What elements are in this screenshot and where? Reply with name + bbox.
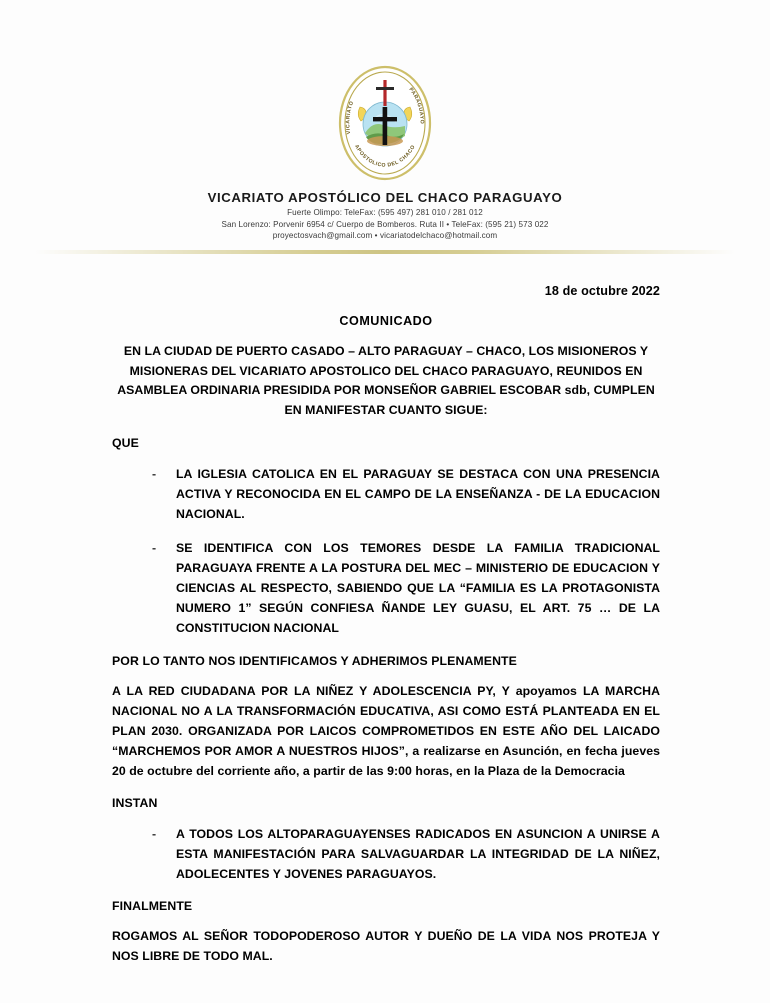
section-heading: FINALMENTE	[112, 898, 193, 913]
section-paragraph: ROGAMOS AL SEÑOR TODOPODEROSO AUTOR Y DUEÑO DE LA VIDA NOS PROTEJA Y NOS LIBRE DE TODO MAL.	[112, 928, 660, 963]
document-date: 18 de octubre 2022	[544, 283, 660, 298]
bullet-marker-icon: -	[152, 467, 157, 482]
svg-text:VICARIATO: VICARIATO	[345, 100, 356, 135]
list-item	[112, 538, 660, 638]
list-item-text: LA IGLESIA CATOLICA EN EL PARAGUAY SE DESTACA CON UNA PRESENCIA ACTIVA Y RECONOCIDA EN EL CAMPO DE LA ENSEÑANZA - DE LA EDUCACION NACIONAL.	[176, 467, 660, 522]
svg-text:APOSTOLICO DEL CHACO: APOSTOLICO DEL CHACO	[353, 143, 417, 169]
section-instan	[112, 796, 660, 884]
section-por-lo-tanto	[112, 654, 660, 781]
emblem-container	[0, 62, 770, 184]
document-body	[0, 284, 770, 966]
section-heading: POR LO TANTO NOS IDENTIFICAMOS Y ADHERIMOS PLENAMENTE	[112, 653, 517, 668]
letterhead	[0, 0, 770, 254]
contact-line-san-lorenzo: San Lorenzo: Porvenir 6954 c/ Cuerpo de Bomberos. Ruta II • TeleFax: (595 21) 573 022	[221, 219, 549, 229]
section-heading: INSTAN	[112, 795, 158, 810]
section-paragraph: A LA RED CIUDADANA POR LA NIÑEZ Y ADOLESCENCIA PY, Y apoyamos LA MARCHA NACIONAL NO A LA TRANSFORMACIÓN EDUCATIVA, ASI COMO ESTÁ PLANTEADA EN EL PLAN 2030. ORGANIZADA POR LAICOS COMPROMETIDOS EN ESTE AÑO DEL LAICADO “MARCHEMOS POR AMOR A NUESTROS HIJOS”, a realizarse en Asunción, en fecha jueves 20 de octubre del corriente año, a partir de las 9:00 horas, en la Plaza de la Democracia	[112, 683, 660, 778]
bullet-list	[112, 824, 660, 884]
list-item-text: SE IDENTIFICA CON LOS TEMORES DESDE LA FAMILIA TRADICIONAL PARAGUAYA FRENTE A LA POSTURA DEL MEC – MINISTERIO DE EDUCACION Y CIENCIAS AL RESPECTO, SABIENDO QUE LA “FAMILIA ES LA PROTAGONISTA NUMERO 1” SEGÚN CONFIESA ÑANDE LEY GUASU, EL ART. 75 … DE LA CONSTITUCION NACIONAL	[176, 541, 660, 636]
intro-paragraph: EN LA CIUDAD DE PUERTO CASADO – ALTO PARAGUAY – CHACO, LOS MISIONEROS Y MISIONERAS DEL VICARIATO APOSTOLICO DEL CHACO PARAGUAYO, REUNIDOS EN ASAMBLEA ORDINARIA PRESIDIDA POR MONSEÑOR GABRIEL ESCOBAR sdb, CUMPLEN EN MANIFESTAR CUANTO SIGUE:	[117, 343, 655, 418]
organization-name: VICARIATO APOSTÓLICO DEL CHACO PARAGUAYO	[207, 190, 563, 205]
list-item-text: A TODOS LOS ALTOPARAGUAYENSES RADICADOS EN ASUNCION A UNIRSE A ESTA MANIFESTACIÓN PARA SALVAGUARDAR LA INTEGRIDAD DE LA NIÑEZ, ADOLECENTES Y JOVENES PARAGUAYOS.	[176, 826, 660, 881]
section-finalmente	[112, 899, 660, 966]
list-item	[112, 464, 660, 524]
contact-line-emails: proyectosvach@gmail.com • vicariatodelchaco@hotmail.com	[272, 231, 498, 241]
bullet-marker-icon: -	[152, 541, 157, 556]
document-title: COMUNICADO	[339, 313, 433, 328]
bullet-marker-icon: -	[152, 826, 157, 841]
contact-line-fuerte-olimpo: Fuerte Olimpo: TeleFax: (595 497) 281 010 / 281 012	[287, 208, 483, 218]
letterhead-divider	[35, 250, 735, 254]
svg-text:PARAGUAYO: PARAGUAYO	[407, 86, 425, 125]
section-que	[112, 436, 660, 638]
section-heading: QUE	[112, 436, 139, 451]
list-item	[112, 824, 660, 884]
bullet-list	[112, 464, 660, 638]
vicariato-coat-of-arms-icon	[333, 63, 437, 183]
